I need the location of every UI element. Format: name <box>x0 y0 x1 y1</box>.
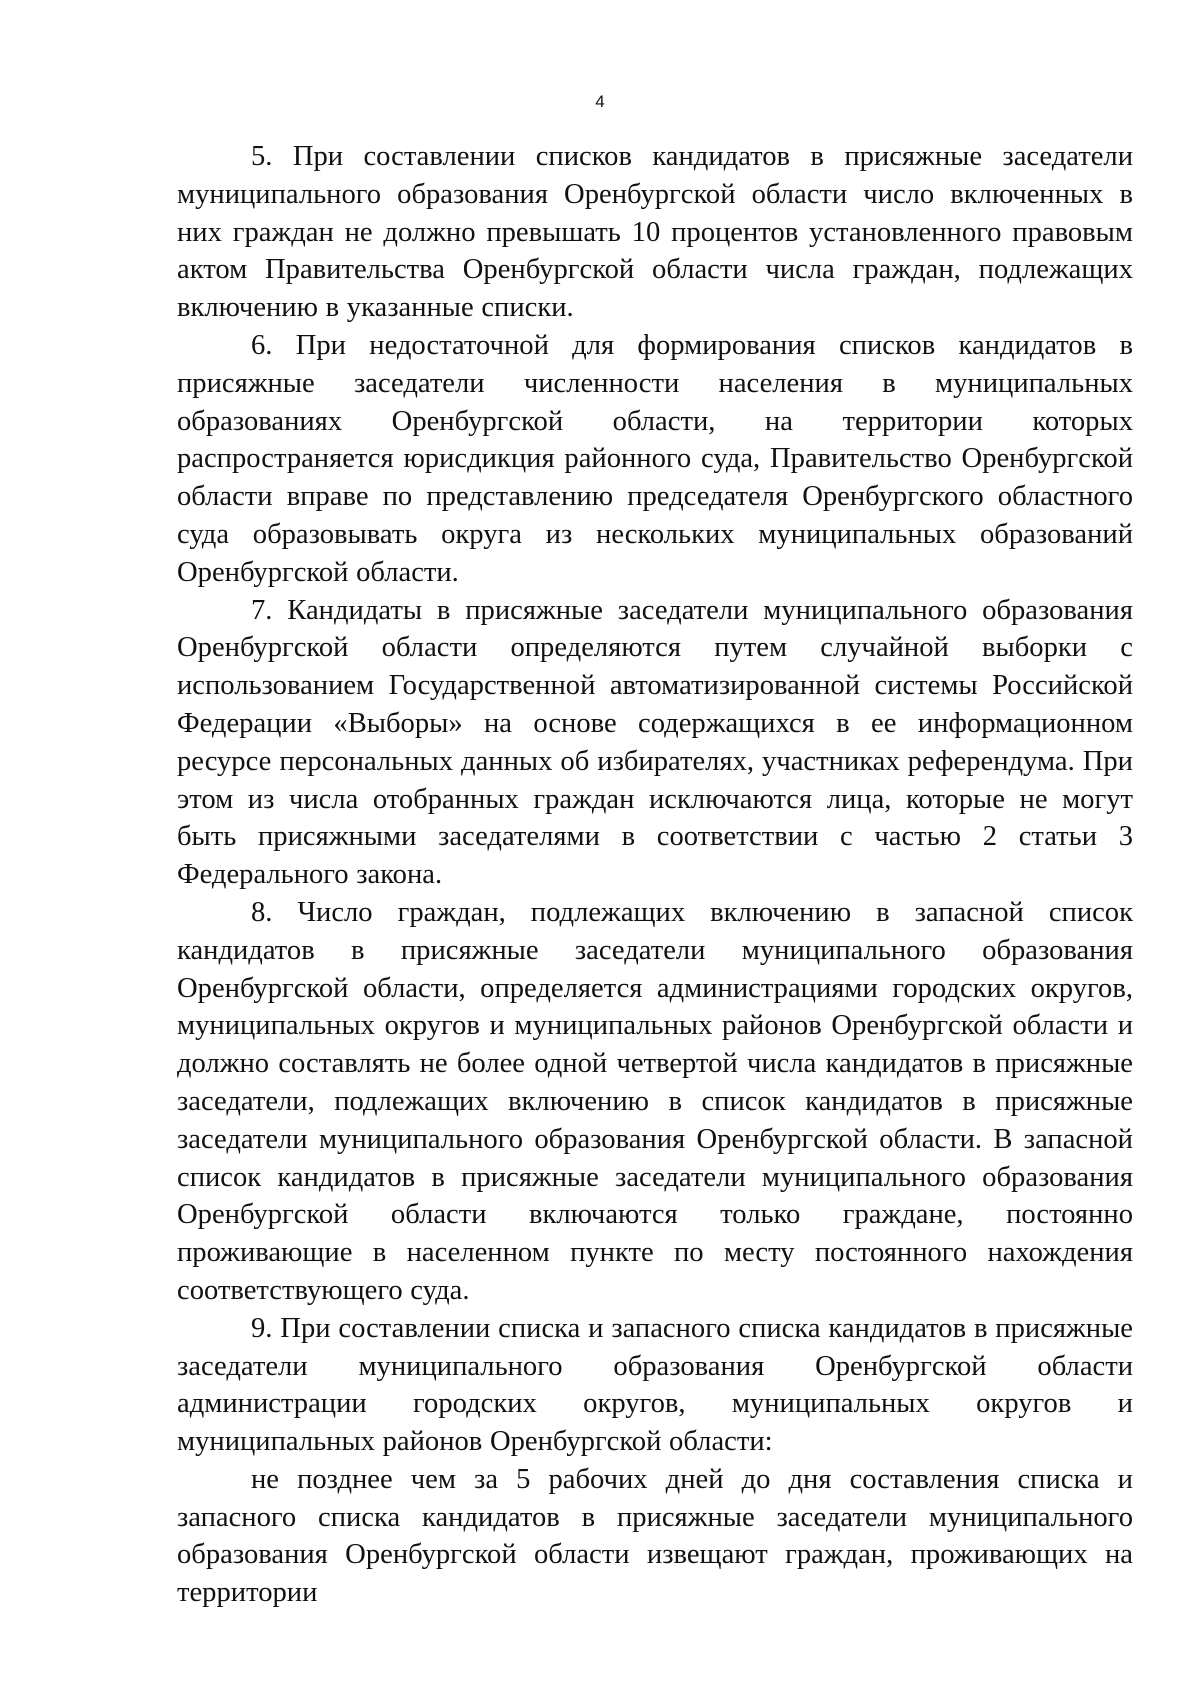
document-body <box>177 138 1133 1612</box>
paragraph-5: 5. При составлении списков кандидатов в присяжные заседатели муниципального образования Оренбургской области число включенных в них граждан не должно превышать 10 процентов установленного правовым актом Правительства Оренбургской области числа граждан, подлежащих включению в указанные списки. <box>177 141 1133 324</box>
paragraph-7: 7. Кандидаты в присяжные заседатели муниципального образования Оренбургской области определяются путем случайной выборки с использованием Государственной автоматизированной системы Российской Федерации «Выборы» на основе содержащихся в ее информационном ресурсе персональных данных об избирателях, участниках референдума. При этом из числа отобранных граждан исключаются лица, которые не могут быть присяжными заседателями в соответствии с частью 2 статьи 3 Федерального закона. <box>177 594 1133 891</box>
page-number: 4 <box>595 92 605 111</box>
paragraph-6: 6. При недостаточной для формирования списков кандидатов в присяжные заседатели численности населения в муниципальных образованиях Оренбургской области, на территории которых распространяется юрисдикция районного суда, Правительство Оренбургской области вправе по представлению председателя Оренбургского областного суда образовывать округа из нескольких муниципальных образований Оренбургской области. <box>177 329 1133 588</box>
paragraph-9: 9. При составлении списка и запасного списка кандидатов в присяжные заседатели муниципального образования Оренбургской области администрации городских округов, муниципальных округов и муниципальных районов Оренбургской области: <box>177 1312 1133 1458</box>
paragraph-9-subitem: не позднее чем за 5 рабочих дней до дня составления списка и запасного списка кандидатов в присяжные заседатели муниципального образования Оренбургской области извещают граждан, проживающих на территории <box>177 1463 1133 1609</box>
paragraph-8: 8. Число граждан, подлежащих включению в запасной список кандидатов в присяжные заседатели муниципального образования Оренбургской области, определяется администрациями городских округов, муниципальных округов и муниципальных районов Оренбургской области и должно составлять не более одной четвертой числа кандидатов в присяжные заседатели, подлежащих включению в список кандидатов в присяжные заседатели муниципального образования Оренбургской области. В запасной список кандидатов в присяжные заседатели муниципального образования Оренбургской области включаются только граждане, постоянно проживающие в населенном пункте по месту постоянного нахождения соответствующего суда. <box>177 896 1133 1306</box>
